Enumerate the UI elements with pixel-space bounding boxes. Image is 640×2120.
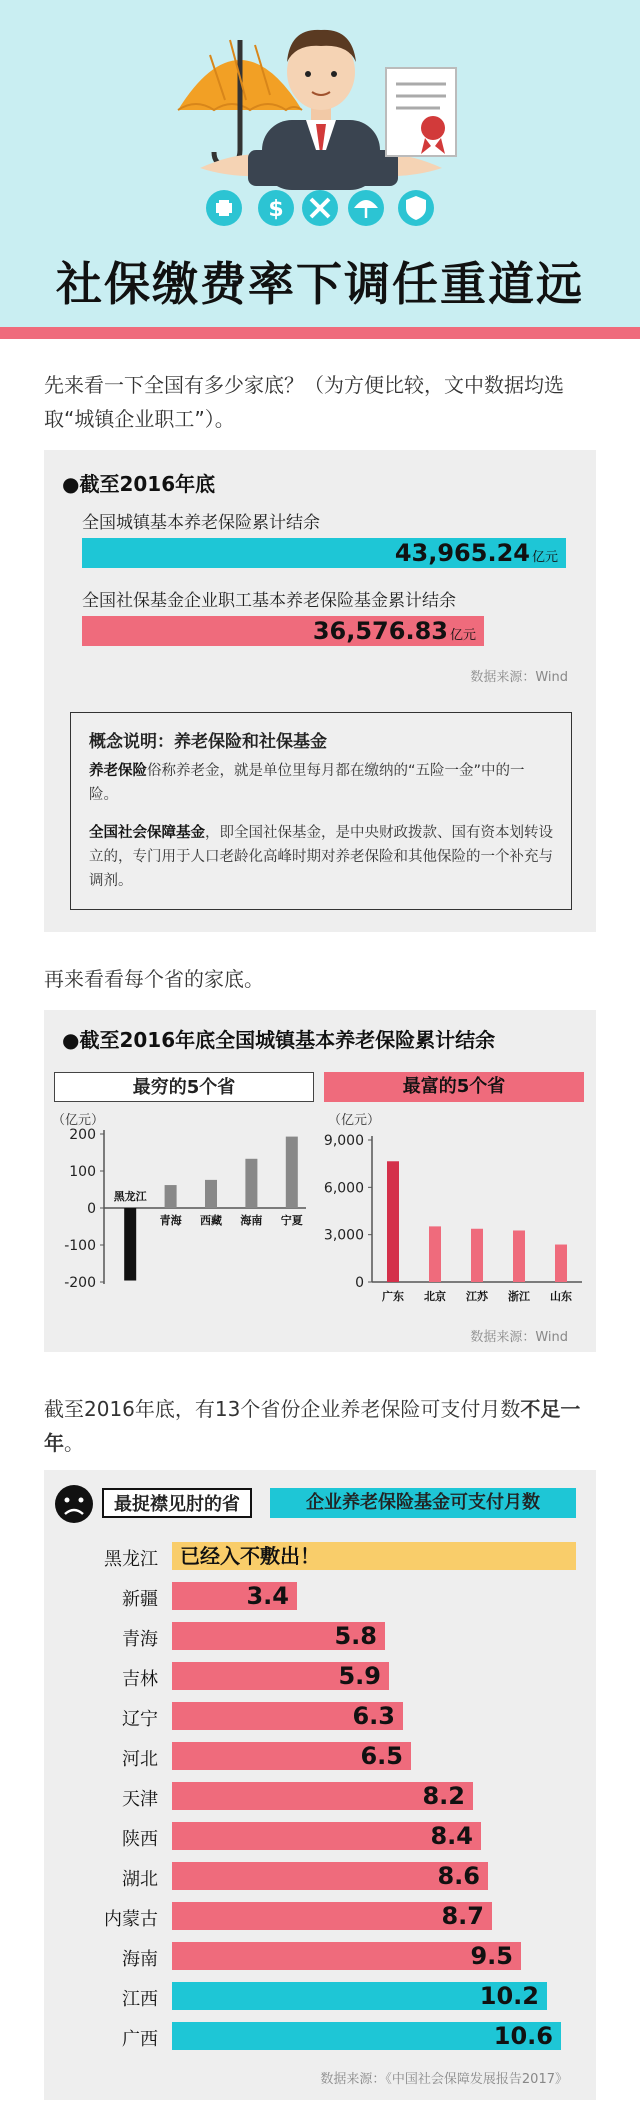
poor-bar	[245, 1159, 257, 1208]
months-province-label: 内蒙古	[104, 1909, 158, 1930]
province-heading: ●截至2016年底全国城镇基本养老保险累计结余	[62, 1028, 496, 1052]
province-intro: 再来看看每个省的家底。	[44, 967, 264, 991]
poor-category-label: 西藏	[200, 1214, 222, 1227]
months-bar-value: 8.7	[441, 1902, 484, 1930]
poor-category-label: 宁夏	[280, 1214, 303, 1227]
rich-panel-title: 最富的5个省	[324, 1072, 584, 1102]
months-bar-value: 8.2	[422, 1782, 465, 1810]
months-bar-value: 10.6	[493, 2022, 553, 2050]
months-bar-deficit-label: 已经入不敷出！	[180, 1544, 320, 1568]
plus-icon	[206, 190, 242, 226]
bar-value-urban-number: 43,965.24	[394, 539, 530, 567]
concept-paragraph-fund	[89, 821, 553, 893]
rich-category-label: 浙江	[508, 1290, 530, 1303]
concept-desc-fund: ，即全国社保基金，是中央财政拨款、国有资本划转设立的，专门用于人口老龄化高峰时期对养老保险和其他保险的一个补充与调剂。	[89, 825, 553, 889]
months-bar-value: 6.3	[352, 1702, 395, 1730]
concept-term-fund: 全国社会保障基金	[89, 825, 205, 841]
page-title: 社保缴费率下调任重道远	[56, 257, 584, 311]
poor-y-tick: -100	[64, 1238, 96, 1254]
hero-banner	[0, 0, 640, 330]
poor-category-label: 海南	[240, 1214, 263, 1227]
rich-category-label: 北京	[424, 1290, 446, 1303]
poor-category-label: 黑龙江	[113, 1190, 147, 1203]
rich-bar	[555, 1245, 567, 1282]
province-card	[44, 1010, 596, 1352]
months-bar	[172, 1662, 389, 1690]
months-province-label: 江西	[122, 1989, 158, 2010]
months-card	[44, 1470, 596, 2100]
poor-bar	[205, 1180, 217, 1208]
rich-y-tick: 9,000	[323, 1133, 364, 1149]
bar-unit-fund: 亿元	[449, 628, 476, 643]
poor-y-tick: 0	[87, 1201, 96, 1217]
rich-y-tick: 0	[355, 1275, 364, 1291]
months-province-label: 黑龙江	[104, 1549, 158, 1570]
months-province-label: 海南	[122, 1949, 158, 1970]
months-province-label: 青海	[122, 1629, 158, 1650]
dollar-icon	[258, 190, 294, 226]
months-province-label: 广西	[122, 2029, 158, 2050]
shield-icon	[398, 190, 434, 226]
tools-icon	[302, 190, 338, 226]
months-bar-value: 3.4	[246, 1582, 289, 1610]
totals-card	[44, 450, 596, 932]
months-intro-end: 。	[64, 1431, 84, 1455]
months-intro-start: 截至2016年底，有13个省份企业养老保险可支付月数	[44, 1397, 521, 1421]
rich-y-unit: （亿元）	[328, 1113, 381, 1128]
intro-paragraph: 先来看一下全国有多少家底？（为方便比较，文中数据均选取“城镇企业职工”）。	[44, 373, 564, 431]
months-bar	[172, 1782, 473, 1810]
rich-bar	[387, 1161, 399, 1282]
source-note: 数据来源：Wind	[470, 670, 568, 685]
poor-bar	[286, 1137, 298, 1208]
bar-value-fund-number: 36,576.83	[312, 617, 448, 645]
title-underline	[0, 327, 640, 339]
months-province-label: 河北	[122, 1749, 158, 1770]
rich-bar	[471, 1229, 483, 1282]
certificate-icon	[386, 68, 456, 156]
months-tag-left: 最捉襟见肘的省	[102, 1488, 252, 1518]
rich-category-label: 广东	[382, 1290, 404, 1303]
months-bar-value: 5.8	[334, 1622, 377, 1650]
months-bar	[172, 1822, 481, 1850]
poor-bar	[165, 1185, 177, 1208]
months-bar-deficit	[172, 1542, 576, 1570]
concept-title: 概念说明：养老保险和社保基金	[89, 732, 327, 752]
hero-illustration	[0, 0, 640, 230]
poor-panel-title: 最穷的5个省	[54, 1072, 314, 1102]
concept-desc-pension: 俗称养老金，就是单位里每月都在缴纳的“五险一金”中的一险。	[89, 763, 525, 803]
months-bar	[172, 1942, 521, 1970]
bar-fund-total	[82, 616, 484, 646]
rich-y-tick: 6,000	[323, 1180, 364, 1197]
months-bar-value: 8.4	[430, 1822, 473, 1850]
months-bar-value: 9.5	[470, 1942, 513, 1970]
months-intro	[44, 1392, 600, 1460]
months-bar	[172, 2022, 561, 2050]
province-source-note: 数据来源：Wind	[470, 1330, 568, 1345]
months-bar	[172, 1622, 385, 1650]
rich-bar	[429, 1226, 441, 1282]
rich-bar	[513, 1230, 525, 1282]
months-bar	[172, 1742, 411, 1770]
umbrella-small-icon	[348, 190, 384, 226]
months-source-note: 数据来源：《中国社会保障发展报告2017》	[320, 2072, 568, 2087]
months-bar	[172, 1902, 492, 1930]
poor-provinces-chart	[44, 1110, 320, 1320]
months-province-label: 吉林	[122, 1669, 158, 1690]
poor-y-tick: -200	[64, 1275, 96, 1291]
months-province-label: 辽宁	[122, 1709, 158, 1730]
bar-label-urban: 全国城镇基本养老保险累计结余	[82, 513, 320, 533]
months-bar-value: 10.2	[479, 1982, 539, 2010]
poor-y-tick: 100	[69, 1164, 96, 1180]
rich-category-label: 江苏	[466, 1290, 488, 1303]
rich-category-label: 山东	[550, 1290, 572, 1303]
bar-urban-total	[82, 538, 566, 568]
months-province-label: 新疆	[122, 1589, 158, 1610]
bar-label-fund: 全国社保基金企业职工基本养老保险基金累计结余	[82, 591, 456, 611]
months-tag-right: 企业养老保险基金可支付月数	[270, 1488, 576, 1518]
concept-paragraph-pension	[89, 759, 553, 807]
months-bar-value: 6.5	[360, 1742, 403, 1770]
sad-face-icon	[54, 1484, 94, 1524]
rich-y-tick: 3,000	[323, 1227, 364, 1244]
bar-value-urban	[395, 538, 558, 573]
months-bar	[172, 1582, 297, 1610]
bar-unit-urban: 亿元	[531, 550, 558, 565]
months-bar-value: 5.9	[338, 1662, 381, 1690]
svg-text:$: $	[268, 197, 284, 222]
months-bar	[172, 1702, 403, 1730]
rich-provinces-chart	[320, 1110, 596, 1320]
poor-bar	[124, 1208, 136, 1281]
bar-value-fund	[313, 616, 476, 651]
concept-box	[70, 712, 572, 910]
months-bar	[172, 1982, 547, 2010]
months-intro-emphasis: 不足一年	[44, 1397, 581, 1455]
months-province-label: 湖北	[122, 1869, 158, 1890]
poor-category-label: 青海	[159, 1214, 182, 1227]
months-bar	[172, 1862, 488, 1890]
concept-term-pension: 养老保险	[89, 763, 147, 779]
totals-heading: ●截至2016年底	[62, 472, 216, 496]
months-province-label: 陕西	[122, 1829, 158, 1850]
months-bar-value: 8.6	[437, 1862, 480, 1890]
poor-y-tick: 200	[69, 1127, 96, 1143]
poor-y-unit: （亿元）	[52, 1113, 105, 1128]
months-province-label: 天津	[122, 1789, 158, 1810]
